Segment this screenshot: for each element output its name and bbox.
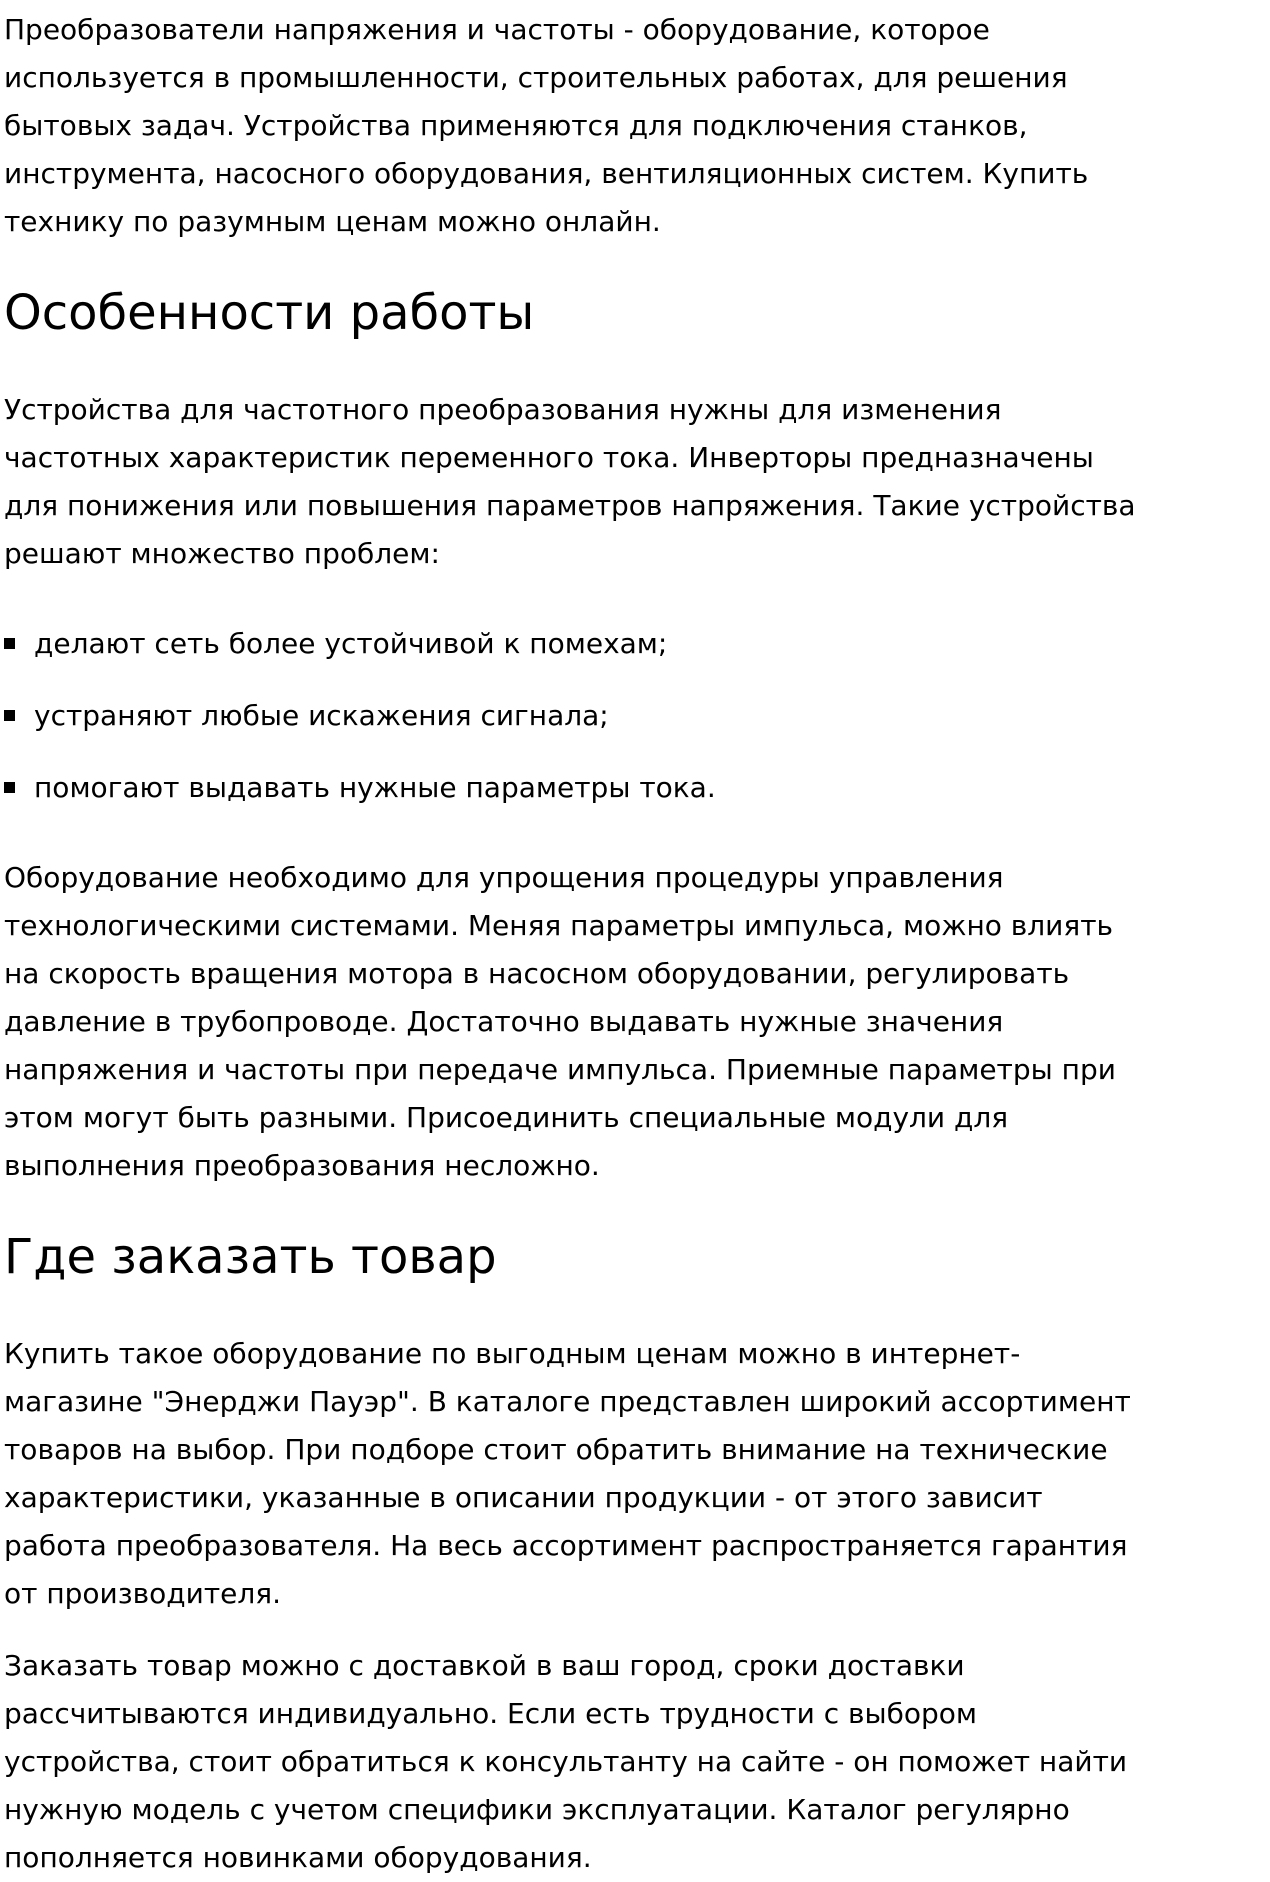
- heading-features: Особенности работы: [4, 285, 535, 341]
- heading-where-to-order: Где заказать товар: [4, 1229, 497, 1285]
- list-item-text: делают сеть более устойчивой к помехам;: [34, 627, 668, 660]
- list-item-text: помогают выдавать нужные параметры тока.: [34, 771, 716, 804]
- equipment-purpose-paragraph: Оборудование необходимо для упрощения процедуры управления технологическими системами. Меняя параметры импульса, можно влиять на скорость вращения мотора в насосном оборудовании, регулировать давление в трубопроводе. Достаточно выдавать нужные значения напряжения и частоты при передаче импульса. Приемные параметры при этом могут быть разными. Присоединить специальные модули для выполнения преобразования несложно.: [4, 861, 1116, 1182]
- features-paragraph: Устройства для частотного преобразования нужны для изменения частотных характеристик переменного тока. Инверторы предназначены для понижения или повышения параметров напряжения. Такие устройства решают множество проблем:: [4, 393, 1136, 570]
- benefits-list: [4, 620, 1144, 812]
- square-bullet-icon: [4, 638, 15, 649]
- list-item: [4, 620, 1144, 668]
- square-bullet-icon: [4, 710, 15, 721]
- delivery-paragraph: Заказать товар можно с доставкой в ваш город, сроки доставки рассчитываются индивидуально. Если есть трудности с выбором устройства, стоит обратиться к консультанту на сайте - он поможет найти нужную модель с учетом специфики эксплуатации. Каталог регулярно пополняется новинками оборудования.: [4, 1649, 1128, 1874]
- list-item: [4, 692, 1144, 740]
- list-item: [4, 764, 1144, 812]
- square-bullet-icon: [4, 782, 15, 793]
- list-item-text: устраняют любые искажения сигнала;: [34, 699, 609, 732]
- store-paragraph: Купить такое оборудование по выгодным ценам можно в интернет-магазине "Энерджи Пауэр". В каталоге представлен широкий ассортимент товаров на выбор. При подборе стоит обратить внимание на технические характеристики, указанные в описании продукции - от этого зависит работа преобразователя. На весь ассортимент распространяется гарантия от производителя.: [4, 1337, 1131, 1610]
- intro-paragraph: Преобразователи напряжения и частоты - оборудование, которое используется в промышленности, строительных работах, для решения бытовых задач. Устройства применяются для подключения станков, инструмента, насосного оборудования, вентиляционных систем. Купить технику по разумным ценам можно онлайн.: [4, 13, 1089, 238]
